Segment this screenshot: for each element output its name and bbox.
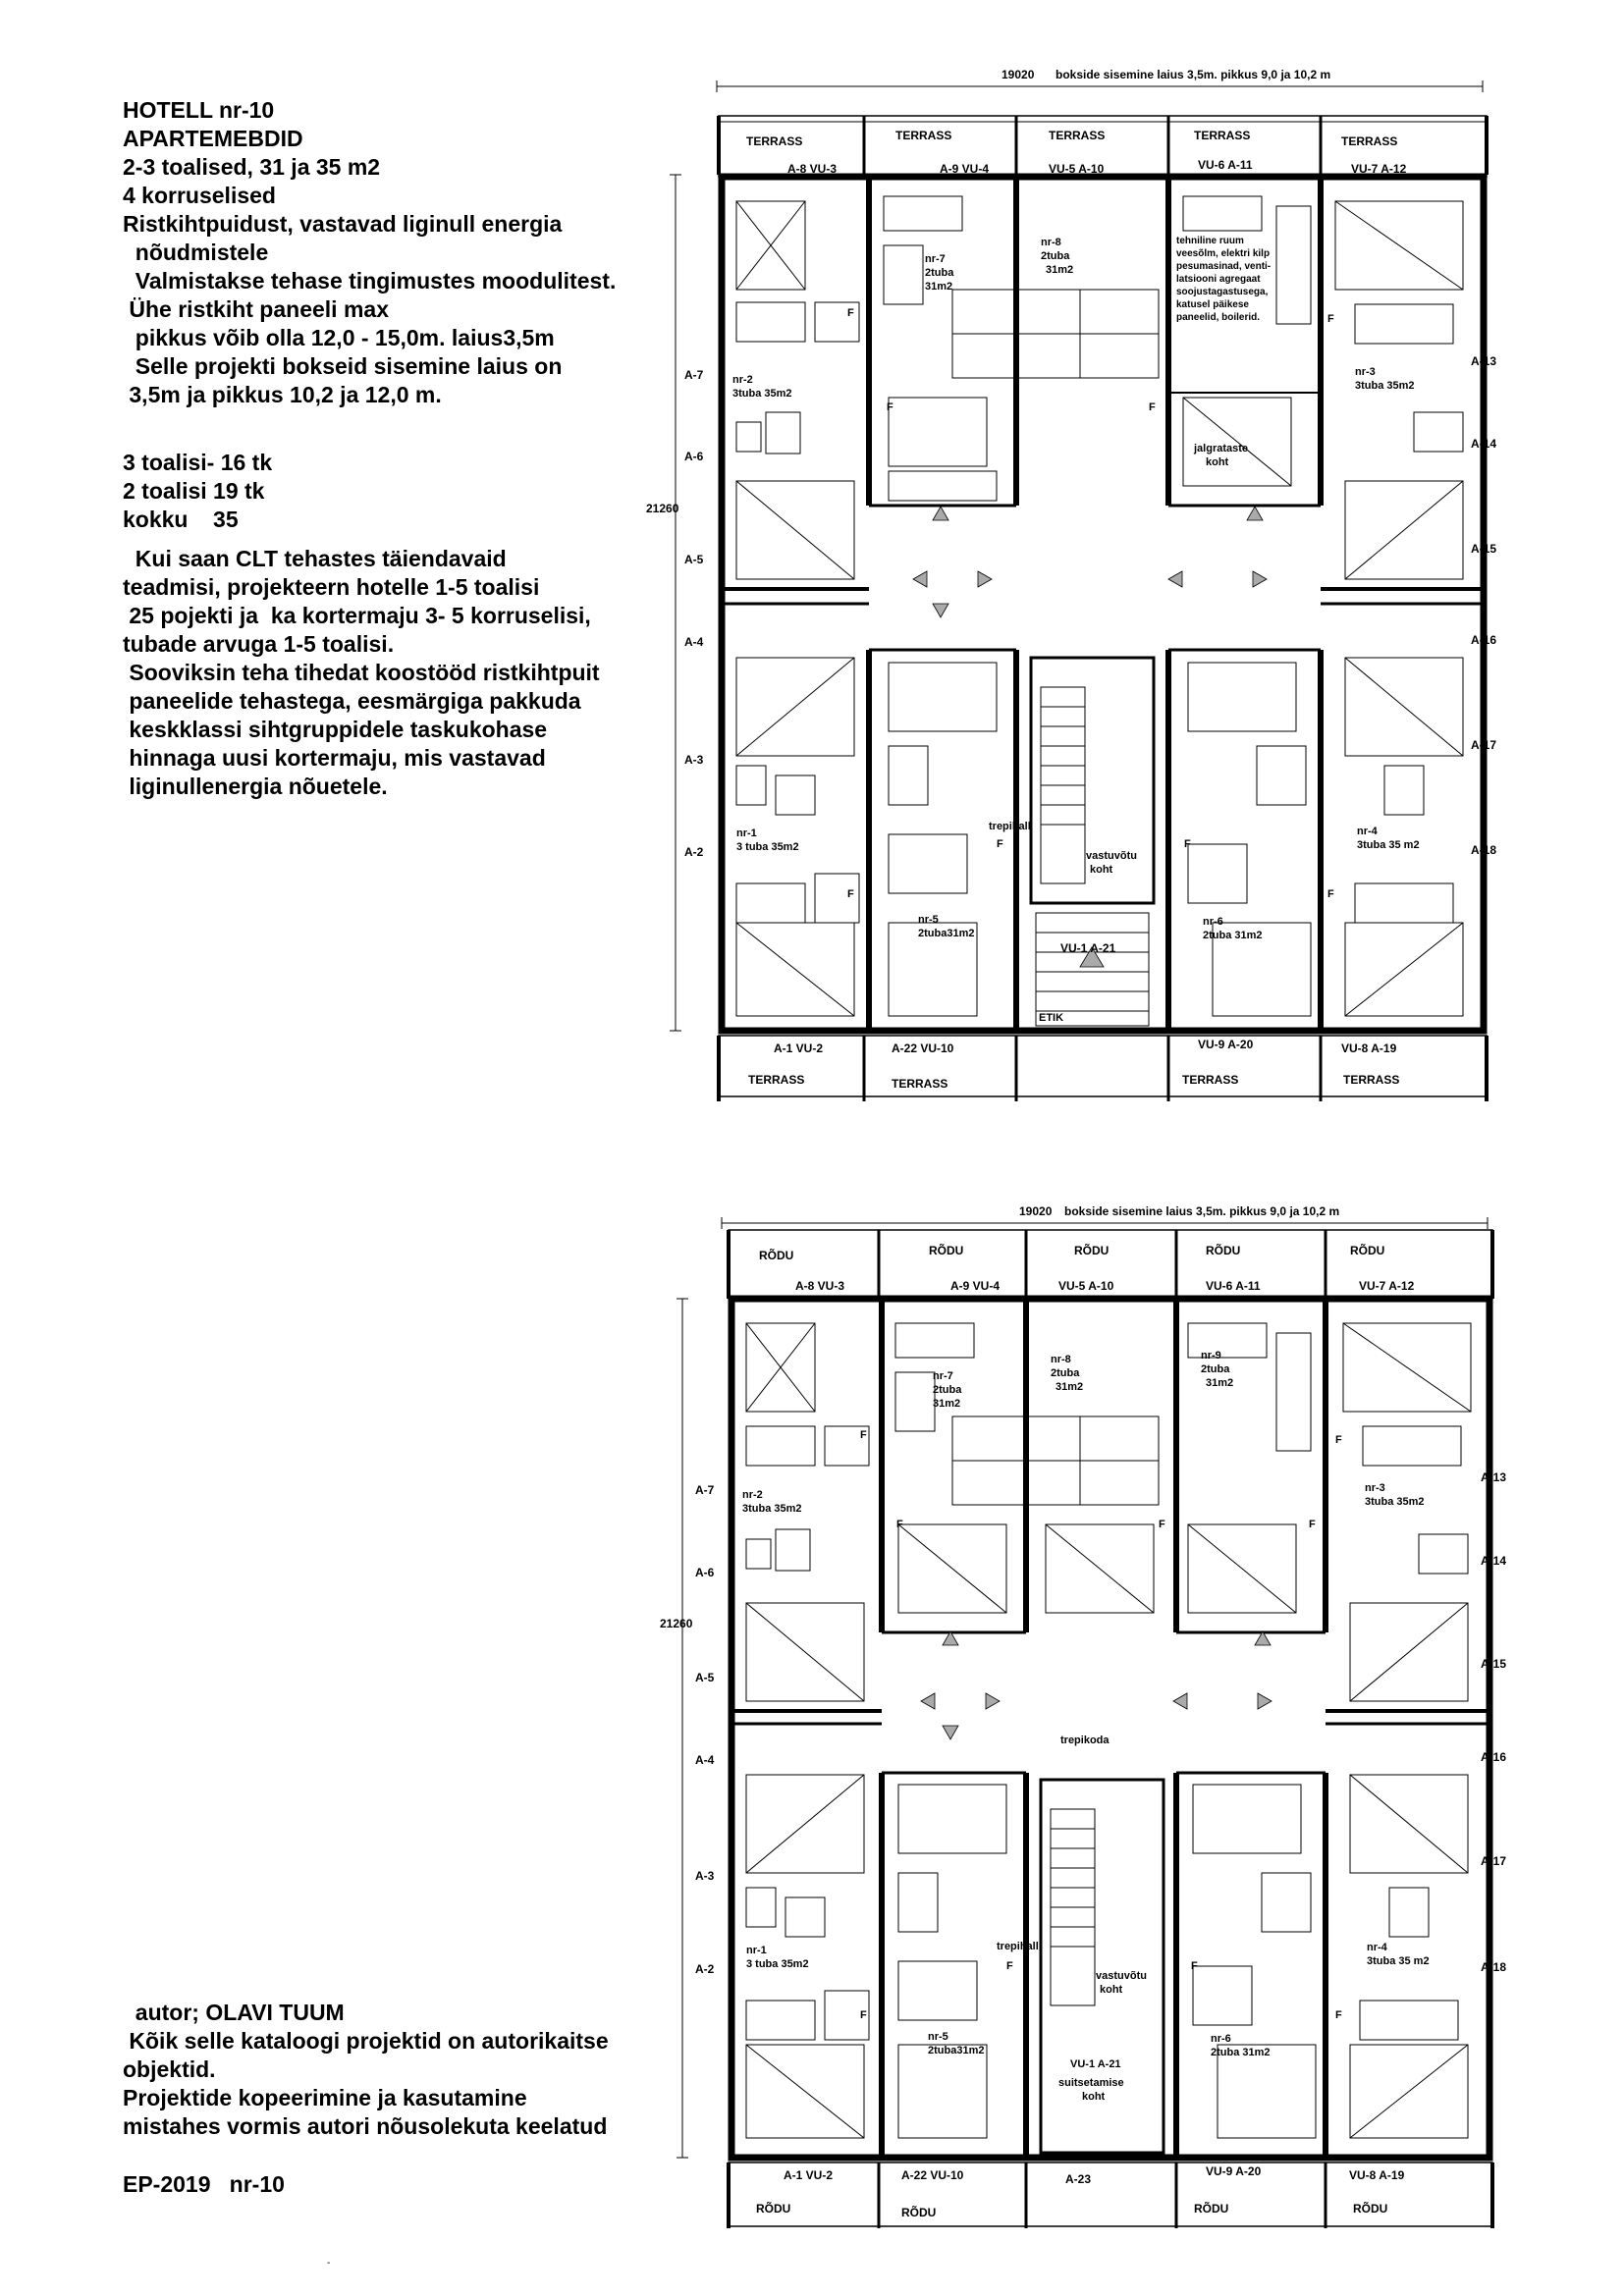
balcony-label: RÕDU [759,1249,794,1262]
balcony-label: RÕDU [1206,1244,1241,1257]
apartment-nr3: nr-3 3tuba 35m2 [1355,366,1415,392]
furnace-marker: F [847,888,854,900]
svg-text:A-14: A-14 [1481,1554,1507,1568]
description-line: 4 korruselised [123,183,276,208]
copyright-notice [123,1999,609,2141]
svg-text:VU-7 A-12: VU-7 A-12 [1351,162,1407,176]
top-axis-labels [795,1279,1415,1293]
description-line: Selle projekti bokseid sisemine laius on [123,353,563,379]
apartment-nr2: nr-2 3tuba 35m2 [732,374,792,400]
apartment-nr1: nr-1 3 tuba 35m2 [746,1945,809,1970]
count-line: 3 toalisi- 16 tk [123,450,273,475]
terrace-label: TERRASS [746,134,803,148]
furnace-marker: F [997,838,1003,850]
svg-text:A-9 VU-4: A-9 VU-4 [950,1279,1001,1293]
count-line: kokku 35 [123,507,239,532]
width-note: bokside sisemine laius 3,5m. pikkus 9,0 ja 10,2 m [1064,1204,1340,1218]
apartment-nr4: nr-4 3tuba 35 m2 [1357,826,1420,851]
apartment-nr6: nr-6 2tuba 31m2 [1211,2033,1271,2058]
reception-label: vastuvõtu koht [1086,850,1137,876]
copyright-line: Projektide kopeerimine ja kasutamine [123,2085,527,2110]
catalog-code: EP-2019 nr-10 [123,2171,285,2197]
apartment-nr5: nr-5 2tuba31m2 [918,914,975,939]
svg-text:A-23: A-23 [1065,2172,1092,2186]
description-line: pikkus võib olla 12,0 - 15,0m. laius3,5m [123,325,555,350]
apartment-nr7: nr-7 2tuba 31m2 [925,253,954,293]
svg-text:A-15: A-15 [1471,542,1497,556]
svg-text:A-5: A-5 [684,553,704,566]
svg-text:A-17: A-17 [1471,738,1497,752]
reception-label: vastuvõtu koht [1096,1970,1147,1996]
svg-text:A-4: A-4 [695,1753,715,1767]
apartment-nr3: nr-3 3tuba 35m2 [1365,1482,1425,1508]
svg-text:A-13: A-13 [1471,354,1497,368]
left-axis-labels [695,1483,715,1976]
top-axis-labels [787,158,1407,176]
svg-text:A-6: A-6 [695,1566,715,1579]
terrace-label: TERRASS [748,1073,805,1087]
height-dimension: 21260 [646,502,679,515]
svg-text:A-7: A-7 [695,1483,715,1497]
furnace-marker: F [847,307,854,319]
left-axis-labels [684,368,704,859]
svg-text:VU-5 A-10: VU-5 A-10 [1049,162,1105,176]
bottom-terrace-labels [748,1073,1399,1091]
copyright-line: autor; OLAVI TUUM [123,2000,345,2025]
description-line: 3,5m ja pikkus 10,2 ja 12,0 m. [123,382,442,407]
svg-text:A-1 VU-2: A-1 VU-2 [774,1041,824,1055]
svg-text:VU-8 A-19: VU-8 A-19 [1341,1041,1397,1055]
svg-text:A-1 VU-2: A-1 VU-2 [784,2168,834,2182]
svg-text:A-2: A-2 [695,1962,715,1976]
furnace-marker: F [860,1429,867,1441]
top-terrace-labels [746,129,1397,148]
description-line: Ühe ristkiht paneeli max [123,296,389,322]
statement-line: paneelide tehastega, eesmärgiga pakkuda [123,688,581,714]
apartment-nr2: nr-2 3tuba 35m2 [742,1489,802,1515]
furnace-marker: F [1159,1519,1165,1530]
description-line: Ristkihtpuidust, vastavad liginull energia [123,211,563,237]
svg-text:A-16: A-16 [1481,1750,1507,1764]
balcony-label: RÕDU [1350,1244,1385,1257]
terrace-label: TERRASS [895,129,952,142]
svg-text:A-4: A-4 [684,635,704,649]
apartment-nr1: nr-1 3 tuba 35m2 [736,828,799,853]
svg-text:A-18: A-18 [1481,1960,1507,1974]
svg-text:A-3: A-3 [695,1869,715,1883]
svg-text:A-18: A-18 [1471,843,1497,857]
apartment-nr7: nr-7 2tuba 31m2 [933,1370,962,1410]
stairwell-label: trepikoda [1060,1735,1110,1746]
statement-line: keskklassi sihtgruppidele taskukohase [123,717,548,742]
apartment-nr6: nr-6 2tuba 31m2 [1203,916,1263,941]
svg-text:A-3: A-3 [684,753,704,767]
svg-text:A-15: A-15 [1481,1657,1507,1671]
width-dimension: 19020 [1001,68,1035,81]
svg-text:VU-9 A-20: VU-9 A-20 [1198,1038,1254,1051]
stair-hall-label: trepihall [997,1941,1039,1952]
svg-text:VU-9 A-20: VU-9 A-20 [1206,2164,1262,2178]
svg-text:A-22 VU-10: A-22 VU-10 [892,1041,954,1055]
svg-text:A-2: A-2 [684,845,704,859]
apartment-nr9: nr-9 2tuba 31m2 [1201,1350,1234,1389]
terrace-label: TERRASS [1182,1073,1239,1087]
statement-line: liginullenergia nõuetele. [123,774,388,799]
furnace-marker: F [1006,1960,1013,1972]
svg-text:A-14: A-14 [1471,437,1497,451]
statement-line: teadmisi, projekteern hotelle 1-5 toalisi [123,574,540,600]
description-line: APARTEMEBDID [123,126,303,151]
furniture [736,196,1463,1026]
furnace-marker: F [1335,1434,1342,1446]
furnace-marker: F [860,2009,867,2021]
description-line: nõudmistele [123,240,269,265]
balcony-label: RÕDU [1353,2202,1388,2216]
furnace-marker: F [1335,2009,1342,2021]
statement-line: Sooviksin teha tihedat koostööd ristkihtpuit [123,660,600,685]
stair-hall-label: trepihall [989,821,1031,832]
copyright-line: mistahes vormis autori nõusolekuta keelatud [123,2113,608,2139]
description-line: Valmistakse tehase tingimustes moodulitest. [123,268,617,294]
copyright-line: objektid. [123,2056,216,2082]
svg-text:A-9 VU-4: A-9 VU-4 [940,162,990,176]
furnace-marker: F [1327,888,1334,900]
terrace-label: TERRASS [1049,129,1106,142]
svg-text:VU-1 A-21: VU-1 A-21 [1060,941,1116,955]
entrance-label: ETIK [1039,1012,1064,1024]
statement-line: hinnaga uusi kortermaju, mis vastavad [123,745,546,771]
top-balcony-labels [759,1243,1384,1262]
furnace-markers [847,307,1334,900]
statement-line: tubade arvuga 1-5 toalisi. [123,631,395,657]
height-dimension: 21260 [660,1617,693,1630]
furnace-marker: F [1149,401,1156,413]
smoking-area-label: VU-1 A-21 suitsetamise koht [1058,2058,1124,2103]
apartment-nr8: nr-8 2tuba 31m2 [1051,1354,1084,1393]
svg-text:A-7: A-7 [684,368,704,382]
apartment-nr5: nr-5 2tuba31m2 [928,2031,985,2056]
svg-text:A-6: A-6 [684,450,704,463]
width-dimension: 19020 [1019,1204,1053,1218]
terrace-label: TERRASS [1194,129,1251,142]
terrace-label: TERRASS [1341,134,1398,148]
statement-line: Kui saan CLT tehastes täiendavaid [123,546,507,571]
copyright-line: Kõik selle kataloogi projektid on autorikaitse [123,2028,609,2054]
count-line: 2 toalisi 19 tk [123,478,265,504]
svg-text:VU-8 A-19: VU-8 A-19 [1349,2168,1405,2182]
svg-text:A-8 VU-3: A-8 VU-3 [795,1279,845,1293]
svg-text:A-22 VU-10: A-22 VU-10 [901,2168,964,2182]
terrace-label: TERRASS [1343,1073,1400,1087]
furnace-marker: F [896,1519,903,1530]
svg-text:A-16: A-16 [1471,633,1497,647]
building-walls [731,1299,1489,2158]
terrace-label: TERRASS [892,1077,948,1091]
technical-room-label: tehniline ruum veesõlm, elektri kilp pesumasinad, venti- latsiooni agregaat soojustagastusega, katusel päikese paneelid, boilerid. [1176,236,1272,323]
furnace-marker: F [1191,1960,1198,1972]
furnace-markers [860,1429,1342,2021]
svg-text:VU-6 A-11: VU-6 A-11 [1206,1279,1261,1293]
description-line: 2-3 toalised, 31 ja 35 m2 [123,154,381,180]
furnace-marker: F [887,401,893,413]
balcony-label: RÕDU [901,2206,937,2219]
author-statement [123,545,600,801]
apartment-counts [123,449,272,534]
apartment-nr4: nr-4 3tuba 35 m2 [1367,1942,1430,1967]
svg-text:VU-7 A-12: VU-7 A-12 [1359,1279,1415,1293]
furnace-marker: F [1309,1519,1316,1530]
svg-text:A-5: A-5 [695,1671,715,1684]
floor-plan-ground [646,59,1532,1119]
svg-text:A-8 VU-3: A-8 VU-3 [787,162,838,176]
apartment-nr8: nr-8 2tuba 31m2 [1041,237,1074,276]
width-note: bokside sisemine laius 3,5m. pikkus 9,0 ja 10,2 m [1056,68,1331,81]
balcony-label: RÕDU [756,2202,791,2216]
balcony-label: RÕDU [1194,2202,1229,2216]
svg-text:A-13: A-13 [1481,1470,1507,1484]
bottom-balcony-labels [756,2201,1387,2219]
corridor-arrows [913,507,1267,967]
statement-line: 25 pojekti ja ka kortermaju 3- 5 korruselisi, [123,603,591,628]
balcony-label: RÕDU [929,1244,964,1257]
stray-mark: - [327,2258,331,2269]
floor-plan-upper [660,1186,1532,2246]
description-line: HOTELL nr-10 [123,97,275,123]
svg-text:VU-6 A-11: VU-6 A-11 [1198,158,1253,172]
dimension-lines [670,80,1483,1031]
svg-text:VU-5 A-10: VU-5 A-10 [1058,1279,1114,1293]
bicycle-room-label: jalgrataste koht [1194,443,1249,468]
furnace-marker: F [1327,313,1334,325]
balcony-label: RÕDU [1074,1244,1110,1257]
svg-text:A-17: A-17 [1481,1854,1507,1868]
furniture [746,1323,1471,2138]
project-description [123,96,616,409]
furnace-marker: F [1184,838,1191,850]
bottom-axis-labels [784,2164,1405,2186]
corridor-arrows [921,1631,1272,1739]
